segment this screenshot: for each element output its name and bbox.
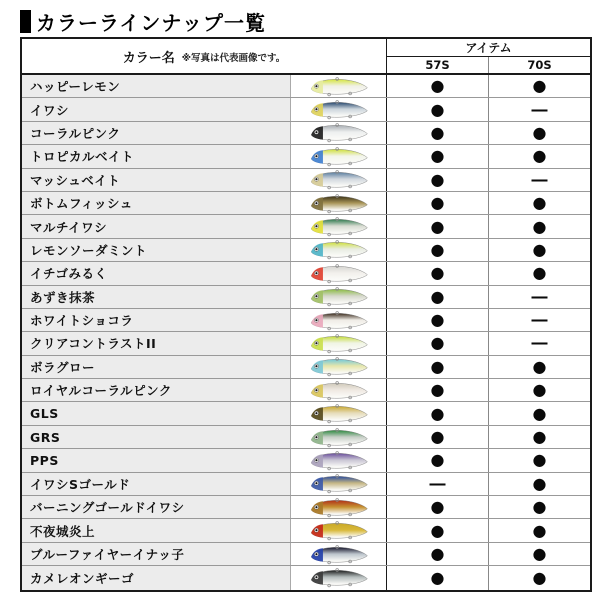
availability-57s [387,543,489,565]
availability-70s [489,192,590,214]
availability-symbol: ● [532,544,547,563]
availability-symbol: ● [430,450,445,470]
availability-symbol: ● [430,567,445,587]
availability-57s [387,426,489,448]
table-row [22,122,590,145]
availability-70s [489,215,590,237]
availability-70s [489,145,590,167]
table-row [22,519,590,542]
availability-57s [387,192,489,214]
color-name: 不夜城炎上 [22,519,291,541]
lure-image [297,193,381,214]
color-name: GRS [22,426,291,448]
availability-symbol: ― [531,310,548,330]
availability-70s [489,449,590,471]
availability-symbol: ● [430,122,445,142]
lure-image-cell [291,192,387,214]
availability-57s [387,402,489,424]
table-row [22,566,590,589]
color-name: ロイヤルコーラルピンク [22,379,291,401]
availability-symbol: ● [532,193,547,213]
lure-image [297,520,381,541]
color-name: トロピカルベイト [22,145,291,167]
lure-image-cell [291,262,387,284]
table-body [22,75,590,590]
lure-image [297,403,381,424]
availability-70s [489,239,590,261]
availability-57s [387,309,489,331]
table-row [22,286,590,309]
lure-image [297,310,381,331]
lure-image-cell [291,122,387,144]
table-row [22,262,590,285]
availability-symbol: ● [532,380,547,400]
lure-image-cell [291,496,387,518]
availability-70s [489,98,590,120]
availability-70s [489,356,590,378]
lure-image-cell [291,98,387,120]
color-name: カメレオンギーゴ [22,566,291,589]
lure-image-cell [291,543,387,565]
availability-symbol: ● [532,263,547,283]
lure-image-cell [291,566,387,589]
availability-70s [489,379,590,401]
availability-symbol: ― [531,99,548,119]
availability-70s [489,519,590,541]
lure-image-cell [291,356,387,378]
availability-57s [387,239,489,261]
availability-symbol: ● [532,76,547,96]
table-row [22,98,590,121]
lure-image-cell [291,519,387,541]
lure-image-cell [291,145,387,167]
header-cell-color-name [22,39,387,73]
availability-symbol: ● [430,520,445,540]
availability-symbol: ● [430,497,445,517]
availability-57s [387,473,489,495]
color-name: クリアコントラストII [22,332,291,354]
lure-image-cell [291,473,387,495]
availability-57s [387,286,489,308]
lure-image-cell [291,286,387,308]
availability-symbol: ― [531,169,548,189]
lure-image [297,76,381,97]
lure-image-cell [291,379,387,401]
availability-symbol: ● [430,169,445,189]
table-row [22,215,590,238]
availability-57s [387,122,489,144]
color-name: バーニングゴールドイワシ [22,496,291,518]
note-photo-representative: ※写真は代表画像です。 [181,53,286,64]
availability-57s [387,98,489,120]
lure-image [297,544,381,565]
availability-70s [489,426,590,448]
availability-70s [489,332,590,354]
column-header-item: アイテム [387,39,590,57]
availability-symbol: ● [532,497,547,517]
item-subcolumns [387,57,590,73]
lure-image [297,216,381,237]
color-name: イチゴみるく [22,262,291,284]
color-name: イワシSゴールド [22,473,291,495]
table-row [22,169,590,192]
availability-57s [387,145,489,167]
availability-symbol: ● [430,216,445,236]
availability-57s [387,496,489,518]
color-name: あずき抹茶 [22,286,291,308]
availability-symbol: ● [430,263,445,283]
color-name: ボトムフィッシュ [22,192,291,214]
table-header [22,39,590,75]
color-name: レモンソーダミント [22,239,291,261]
lure-image [297,286,381,307]
table-row [22,426,590,449]
availability-symbol: ● [532,403,547,423]
table-row [22,309,590,332]
column-header-color-name: カラー名 [122,50,175,66]
availability-symbol: ● [532,146,547,166]
availability-70s [489,262,590,284]
color-name: コーラルピンク [22,122,291,144]
lure-image [297,567,381,588]
availability-57s [387,215,489,237]
lure-image-cell [291,169,387,191]
table-row [22,75,590,98]
availability-symbol: ● [430,239,445,259]
table-row [22,473,590,496]
availability-70s [489,473,590,495]
availability-70s [489,122,590,144]
availability-70s [489,75,590,97]
availability-symbol: ● [430,310,445,330]
lure-image [297,146,381,167]
lure-image-cell [291,215,387,237]
table-row [22,449,590,472]
availability-symbol: ● [430,286,445,306]
table-row [22,192,590,215]
lure-image-cell [291,309,387,331]
availability-70s [489,496,590,518]
availability-57s [387,169,489,191]
availability-symbol: ● [430,544,445,563]
lure-image-cell [291,402,387,424]
availability-symbol: ― [429,473,446,493]
availability-symbol: ● [532,427,547,447]
availability-symbol: ● [532,567,547,587]
availability-symbol: ― [531,333,548,353]
table-row [22,543,590,566]
availability-symbol: ● [532,122,547,142]
availability-70s [489,566,590,589]
lure-image [297,380,381,401]
color-name: ホワイトショコラ [22,309,291,331]
table-row [22,379,590,402]
page-title-block [20,7,266,36]
table-row [22,145,590,168]
availability-57s [387,379,489,401]
availability-70s [489,543,590,565]
column-header-57s: 57S [387,57,489,73]
availability-57s [387,519,489,541]
lure-image [297,497,381,518]
availability-symbol: ● [430,380,445,400]
availability-70s [489,402,590,424]
title-accent-bar [20,10,31,33]
lure-image-cell [291,239,387,261]
lure-image [297,169,381,190]
lure-image-cell [291,449,387,471]
availability-symbol: ● [430,193,445,213]
availability-symbol: ● [430,333,445,353]
lure-image [297,239,381,260]
availability-70s [489,286,590,308]
lure-image [297,263,381,284]
availability-symbol: ― [531,286,548,306]
availability-57s [387,566,489,589]
header-cell-item [387,39,590,73]
color-name: マルチイワシ [22,215,291,237]
availability-57s [387,356,489,378]
availability-57s [387,449,489,471]
color-name: ブルーファイヤーイナッ子 [22,543,291,565]
availability-symbol: ● [532,473,547,493]
lure-image [297,99,381,120]
availability-symbol: ● [430,403,445,423]
availability-70s [489,309,590,331]
lure-image-cell [291,332,387,354]
table-row [22,239,590,262]
availability-57s [387,332,489,354]
color-name: ハッピーレモン [22,75,291,97]
availability-symbol: ● [532,239,547,259]
lure-image [297,333,381,354]
table-row [22,496,590,519]
color-lineup-table [20,37,592,592]
table-row [22,356,590,379]
lure-image [297,473,381,494]
lure-image [297,427,381,448]
availability-70s [489,169,590,191]
color-name: GLS [22,402,291,424]
lure-image [297,122,381,143]
column-header-70s: 70S [527,58,552,72]
availability-57s [387,75,489,97]
lure-image [297,356,381,377]
lure-image-cell [291,75,387,97]
availability-57s [387,262,489,284]
availability-symbol: ● [532,450,547,470]
availability-symbol: ● [430,427,445,447]
availability-symbol: ● [430,146,445,166]
lure-image [297,450,381,471]
availability-symbol: ● [430,76,445,96]
availability-symbol: ● [532,216,547,236]
availability-symbol: ● [532,356,547,376]
color-name: マッシュベイト [22,169,291,191]
availability-symbol: ● [430,356,445,376]
availability-symbol: ● [430,99,445,119]
color-name: ボラグロー [22,356,291,378]
color-name: イワシ [22,98,291,120]
availability-symbol: ● [532,520,547,540]
table-row [22,332,590,355]
page-title: カラーラインナップ一覧 [36,11,266,35]
lure-image-cell [291,426,387,448]
table-row [22,402,590,425]
color-name: PPS [22,449,291,471]
